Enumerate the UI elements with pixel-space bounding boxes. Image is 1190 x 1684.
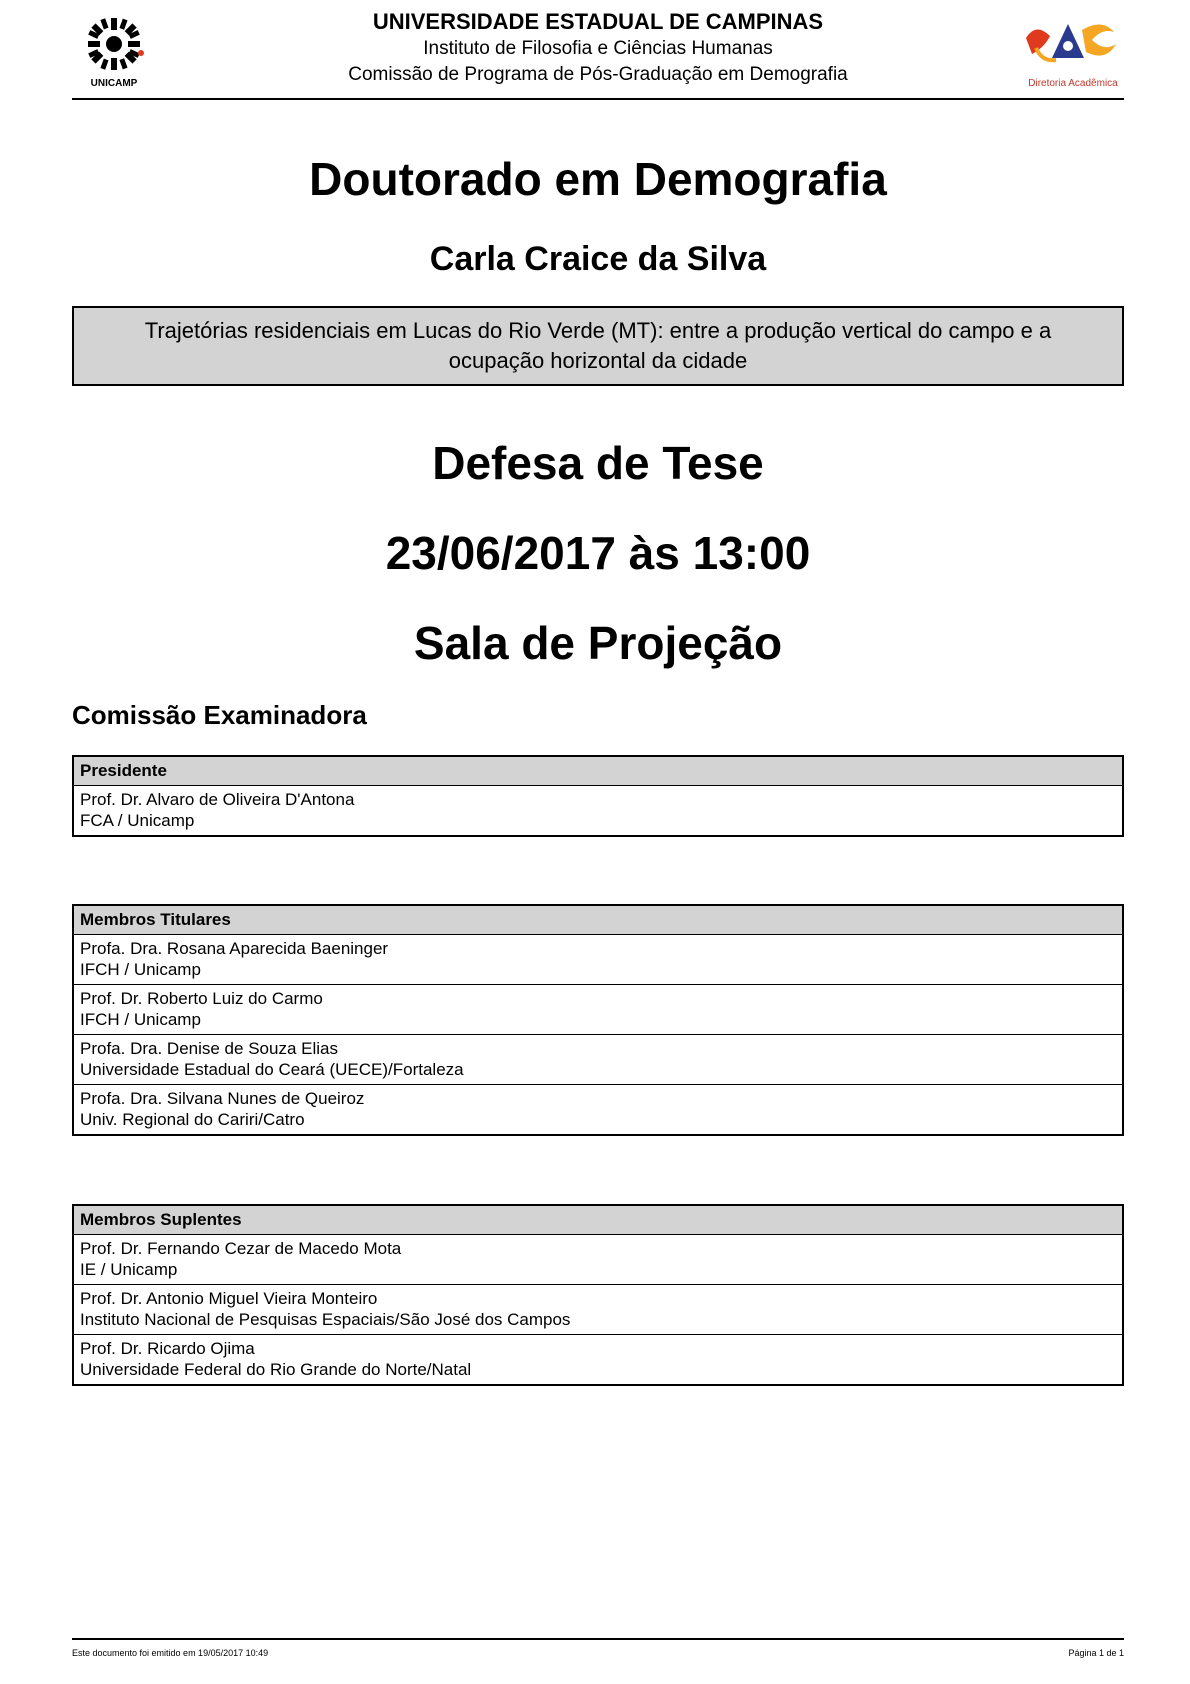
table-row xyxy=(74,1085,1122,1134)
titulares-heading: Membros Titulares xyxy=(74,906,1122,935)
dac-logo xyxy=(1022,18,1124,96)
table-row xyxy=(74,786,1122,835)
dac-logo-icon xyxy=(1022,18,1124,74)
unicamp-logo-label: UNICAMP xyxy=(90,78,138,89)
member-name: Prof. Dr. Roberto Luiz do Carmo xyxy=(80,989,323,1008)
president-heading: Presidente xyxy=(74,757,1122,786)
table-row xyxy=(74,1035,1122,1085)
member-name: Prof. Dr. Antonio Miguel Vieira Monteiro xyxy=(80,1289,378,1308)
member-affiliation: Universidade Estadual do Ceará (UECE)/Fortaleza xyxy=(80,1060,464,1079)
member-affiliation: Instituto Nacional de Pesquisas Espaciais/São José dos Campos xyxy=(80,1310,571,1329)
member-name: Profa. Dra. Denise de Souza Elias xyxy=(80,1039,338,1058)
program-commission: Comissão de Programa de Pós-Graduação em Demografia xyxy=(348,64,848,85)
president-table xyxy=(72,755,1124,837)
table-row xyxy=(74,985,1122,1035)
member-name: Profa. Dra. Rosana Aparecida Baeninger xyxy=(80,939,389,958)
issued-date: Este documento foi emitido em 19/05/2017 10:49 xyxy=(72,1648,269,1658)
institute-name: Instituto de Filosofia e Ciências Humanas xyxy=(423,38,773,59)
page-number: Página 1 de 1 xyxy=(1068,1648,1124,1658)
suplentes-heading: Membros Suplentes xyxy=(74,1206,1122,1235)
thesis-title-box xyxy=(72,306,1124,386)
member-name: Prof. Dr. Alvaro de Oliveira D'Antona xyxy=(80,790,355,809)
table-row xyxy=(74,935,1122,985)
student-name: Carla Craice da Silva xyxy=(429,240,767,278)
defense-room: Sala de Projeção xyxy=(413,617,783,669)
member-affiliation: Universidade Federal do Rio Grande do Norte/Natal xyxy=(80,1360,472,1379)
defense-datetime: 23/06/2017 às 13:00 xyxy=(385,527,811,579)
dac-logo-label: Diretoria Acadêmica xyxy=(1028,78,1118,89)
committee-title: Comissão Examinadora xyxy=(72,700,367,730)
university-name: UNIVERSIDADE ESTADUAL DE CAMPINAS xyxy=(372,9,824,34)
member-affiliation: IFCH / Unicamp xyxy=(80,960,201,979)
table-row xyxy=(74,1285,1122,1335)
titulares-table xyxy=(72,904,1124,1136)
table-row xyxy=(74,1335,1122,1384)
member-affiliation: IE / Unicamp xyxy=(80,1260,178,1279)
thesis-title: Trajetórias residenciais em Lucas do Rio Verde (MT): entre a produção vertical do campo e a ocupação horizontal da cidade xyxy=(144,318,1052,373)
member-name: Profa. Dra. Silvana Nunes de Queiroz xyxy=(80,1089,365,1108)
member-affiliation: FCA / Unicamp xyxy=(80,811,195,830)
document-header xyxy=(72,8,1124,100)
header-text xyxy=(72,8,1124,88)
table-row xyxy=(74,1235,1122,1285)
defense-type: Defesa de Tese xyxy=(432,437,764,489)
document-footer xyxy=(72,1638,1124,1658)
member-name: Prof. Dr. Fernando Cezar de Macedo Mota xyxy=(80,1239,402,1258)
program-title: Doutorado em Demografia xyxy=(309,153,887,205)
suplentes-table xyxy=(72,1204,1124,1386)
member-affiliation: Univ. Regional do Cariri/Catro xyxy=(80,1110,305,1129)
member-name: Prof. Dr. Ricardo Ojima xyxy=(80,1339,255,1358)
member-affiliation: IFCH / Unicamp xyxy=(80,1010,201,1029)
